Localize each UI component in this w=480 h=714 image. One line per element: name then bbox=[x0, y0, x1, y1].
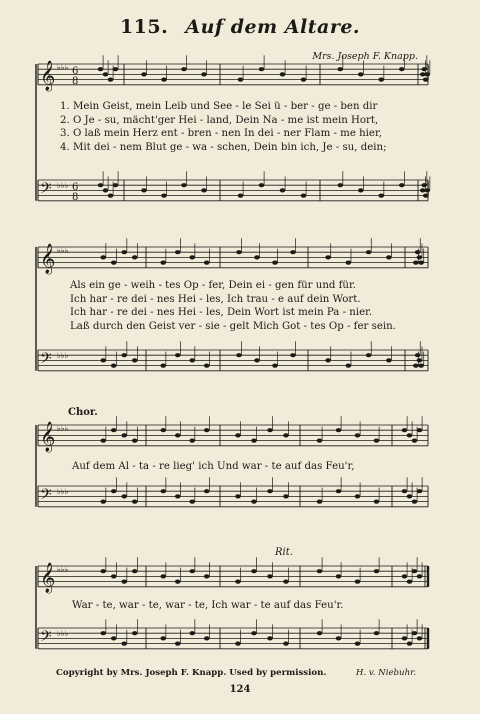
note-head bbox=[141, 188, 147, 192]
note-head bbox=[111, 489, 117, 493]
treble-clef-icon: 𝄞 bbox=[40, 563, 56, 593]
note-head bbox=[100, 255, 106, 259]
note-head bbox=[259, 183, 265, 187]
note-head bbox=[108, 194, 114, 198]
note-head bbox=[204, 364, 210, 368]
note-head bbox=[132, 500, 138, 504]
note-head bbox=[283, 433, 289, 437]
note-head bbox=[407, 433, 413, 437]
note-head bbox=[267, 428, 273, 432]
note-head bbox=[204, 428, 210, 432]
note-head bbox=[272, 261, 278, 265]
note-head bbox=[204, 261, 210, 265]
note-head bbox=[98, 183, 104, 187]
note-head bbox=[407, 642, 413, 646]
note-head bbox=[175, 433, 181, 437]
key-signature-icon: ♭♭♭ bbox=[57, 246, 69, 255]
note-head bbox=[283, 642, 289, 646]
treble-clef-icon: 𝄞 bbox=[40, 61, 56, 91]
note-head bbox=[386, 255, 392, 259]
note-head bbox=[346, 261, 352, 265]
lyric-line: 3. O laß mein Herz ent - bren - nen In dei - ner Flam - me hier, bbox=[60, 128, 382, 139]
note-head bbox=[317, 439, 323, 443]
note-head bbox=[374, 439, 380, 443]
hymn-number: 115. bbox=[119, 16, 169, 38]
note-head bbox=[141, 72, 147, 76]
note-head bbox=[235, 580, 241, 584]
note-head bbox=[161, 194, 167, 198]
note-head bbox=[121, 353, 127, 357]
note-head bbox=[355, 580, 361, 584]
note-head bbox=[267, 574, 273, 578]
note-head bbox=[175, 580, 181, 584]
note-head bbox=[415, 353, 421, 357]
lyric-line: 4. Mit dei - nem Blut ge - wa - schen, Dein bin ich, Je - su, dein; bbox=[60, 141, 387, 153]
note-head bbox=[113, 183, 119, 187]
note-head bbox=[111, 574, 117, 578]
note-head bbox=[421, 67, 427, 71]
lyric-line: 2. O Je - su, mächt'ger Hei - land, Dein Na - me ist mein Hort, bbox=[60, 114, 379, 126]
note-head bbox=[132, 255, 138, 259]
note-head bbox=[283, 580, 289, 584]
note-head bbox=[317, 631, 323, 635]
note-head bbox=[175, 494, 181, 498]
time-signature-bottom: 8 bbox=[72, 76, 79, 87]
bass-clef-icon: 𝄢 bbox=[40, 180, 52, 201]
key-signature-icon: ♭♭♭ bbox=[57, 565, 69, 574]
note-head bbox=[111, 364, 117, 368]
note-head bbox=[413, 261, 419, 265]
note-head bbox=[160, 574, 166, 578]
key-signature-icon: ♭♭♭ bbox=[57, 351, 69, 360]
note-head bbox=[100, 358, 106, 362]
note-head bbox=[251, 631, 257, 635]
note-head bbox=[236, 353, 242, 357]
note-head bbox=[336, 489, 342, 493]
note-head bbox=[358, 188, 364, 192]
note-head bbox=[111, 261, 117, 265]
lyric-line: Ich har - re dei - nes Hei - les, Ich trau - e auf dein Wort. bbox=[70, 293, 361, 305]
note-head bbox=[355, 642, 361, 646]
note-head bbox=[132, 569, 138, 573]
note-head bbox=[325, 255, 331, 259]
note-head bbox=[254, 255, 260, 259]
note-head bbox=[280, 188, 286, 192]
note-head bbox=[402, 636, 408, 640]
note-head bbox=[251, 569, 257, 573]
note-head bbox=[160, 428, 166, 432]
note-head bbox=[175, 642, 181, 646]
note-head bbox=[415, 250, 421, 254]
note-head bbox=[423, 194, 429, 198]
note-head bbox=[238, 78, 244, 82]
note-head bbox=[402, 489, 408, 493]
note-head bbox=[204, 489, 210, 493]
note-head bbox=[175, 250, 181, 254]
note-head bbox=[358, 72, 364, 76]
note-head bbox=[317, 569, 323, 573]
note-head bbox=[235, 642, 241, 646]
bass-clef-icon: 𝄢 bbox=[40, 628, 52, 649]
note-head bbox=[189, 255, 195, 259]
key-signature-icon: ♭♭♭ bbox=[57, 629, 69, 638]
note-head bbox=[235, 433, 241, 437]
note-head bbox=[355, 433, 361, 437]
note-head bbox=[366, 250, 372, 254]
note-head bbox=[201, 188, 207, 192]
note-head bbox=[412, 569, 418, 573]
chorus-lyrics-system-4 bbox=[72, 599, 432, 613]
chorus-label: Chor. bbox=[68, 407, 98, 418]
note-head bbox=[235, 494, 241, 498]
note-head bbox=[417, 255, 423, 259]
treble-clef-icon: 𝄞 bbox=[40, 422, 56, 452]
note-head bbox=[417, 358, 423, 362]
note-head bbox=[420, 72, 426, 76]
note-head bbox=[259, 67, 265, 71]
key-signature-icon: ♭♭♭ bbox=[57, 63, 69, 72]
note-head bbox=[407, 580, 413, 584]
note-head bbox=[337, 183, 343, 187]
note-head bbox=[421, 183, 427, 187]
note-head bbox=[100, 439, 106, 443]
note-head bbox=[283, 494, 289, 498]
note-head bbox=[254, 358, 260, 362]
verse-lyrics-system-1 bbox=[60, 100, 420, 154]
chorus-lyrics-system-3 bbox=[72, 460, 432, 474]
note-head bbox=[386, 358, 392, 362]
note-head bbox=[399, 183, 405, 187]
note-head bbox=[236, 250, 242, 254]
note-head bbox=[272, 364, 278, 368]
note-head bbox=[418, 261, 424, 265]
note-head bbox=[121, 250, 127, 254]
note-head bbox=[423, 78, 429, 82]
note-head bbox=[160, 364, 166, 368]
note-head bbox=[160, 489, 166, 493]
note-head bbox=[317, 500, 323, 504]
note-head bbox=[378, 78, 384, 82]
note-head bbox=[175, 353, 181, 357]
lyric-line: Auf dem Al - ta - re lieg' ich Und war - te auf das Feu'r, bbox=[72, 461, 355, 472]
note-head bbox=[103, 188, 109, 192]
time-signature-bottom: 8 bbox=[72, 192, 79, 203]
note-head bbox=[417, 636, 423, 640]
note-head bbox=[337, 67, 343, 71]
page-number: 124 bbox=[229, 684, 251, 695]
treble-clef-icon: 𝄞 bbox=[40, 244, 56, 274]
note-head bbox=[204, 636, 210, 640]
note-head bbox=[301, 78, 307, 82]
note-head bbox=[366, 353, 372, 357]
note-head bbox=[420, 188, 426, 192]
note-head bbox=[98, 67, 104, 71]
note-head bbox=[374, 569, 380, 573]
note-head bbox=[374, 631, 380, 635]
note-head bbox=[132, 439, 138, 443]
note-head bbox=[417, 489, 423, 493]
note-head bbox=[346, 364, 352, 368]
note-head bbox=[267, 636, 273, 640]
note-head bbox=[189, 358, 195, 362]
note-head bbox=[413, 364, 419, 368]
note-head bbox=[189, 500, 195, 504]
note-head bbox=[108, 78, 114, 82]
note-head bbox=[402, 574, 408, 578]
note-head bbox=[251, 439, 257, 443]
key-signature-icon: ♭♭♭ bbox=[57, 424, 69, 433]
note-head bbox=[103, 72, 109, 76]
note-head bbox=[100, 631, 106, 635]
lyric-line: Laß durch den Geist ver - sie - gelt Mich Got - tes Op - fer sein. bbox=[70, 320, 396, 332]
note-head bbox=[121, 580, 127, 584]
note-head bbox=[201, 72, 207, 76]
note-head bbox=[301, 194, 307, 198]
note-head bbox=[113, 67, 119, 71]
note-head bbox=[325, 358, 331, 362]
key-signature-icon: ♭♭♭ bbox=[57, 487, 69, 496]
hymn-name: Auf dem Altare. bbox=[185, 16, 361, 38]
note-head bbox=[100, 500, 106, 504]
composer-credit: H. v. Niebuhr. bbox=[355, 668, 416, 678]
note-head bbox=[181, 183, 187, 187]
note-head bbox=[412, 631, 418, 635]
note-head bbox=[418, 364, 424, 368]
time-signature-top: 6 bbox=[72, 182, 79, 193]
copyright-notice: Copyright by Mrs. Joseph F. Knapp. Used by permission. bbox=[56, 668, 327, 678]
lyric-line: 1. Mein Geist, mein Leib und See - le Sei ü - ber - ge - ben dir bbox=[60, 101, 378, 112]
bass-clef-icon: 𝄢 bbox=[40, 350, 52, 371]
note-head bbox=[132, 358, 138, 362]
note-head bbox=[132, 631, 138, 635]
ritardando-marking: Rit. bbox=[275, 547, 293, 558]
note-head bbox=[336, 428, 342, 432]
note-head bbox=[251, 500, 257, 504]
note-head bbox=[402, 428, 408, 432]
lyric-line: Als ein ge - weih - tes Op - fer, Dein ei - gen für und für. bbox=[70, 280, 356, 291]
note-head bbox=[412, 500, 418, 504]
note-head bbox=[412, 439, 418, 443]
note-head bbox=[355, 494, 361, 498]
note-head bbox=[121, 642, 127, 646]
note-head bbox=[121, 433, 127, 437]
note-head bbox=[100, 569, 106, 573]
note-head bbox=[378, 194, 384, 198]
time-signature-top: 6 bbox=[72, 66, 79, 77]
key-signature-icon: ♭♭♭ bbox=[57, 181, 69, 190]
note-head bbox=[336, 574, 342, 578]
note-head bbox=[189, 439, 195, 443]
bass-clef-icon: 𝄢 bbox=[40, 486, 52, 507]
note-head bbox=[238, 194, 244, 198]
lyric-line: War - te, war - te, war - te, Ich war - te auf das Feu'r. bbox=[72, 600, 344, 611]
note-head bbox=[417, 428, 423, 432]
note-head bbox=[111, 636, 117, 640]
note-head bbox=[417, 574, 423, 578]
note-head bbox=[267, 489, 273, 493]
note-head bbox=[290, 353, 296, 357]
note-head bbox=[181, 67, 187, 71]
note-head bbox=[290, 250, 296, 254]
lyric-line: Ich har - re dei - nes Hei - les, Dein Wort ist mein Pa - nier. bbox=[70, 307, 373, 318]
note-head bbox=[407, 494, 413, 498]
note-head bbox=[189, 631, 195, 635]
note-head bbox=[189, 569, 195, 573]
note-head bbox=[160, 261, 166, 265]
note-head bbox=[111, 428, 117, 432]
note-head bbox=[374, 500, 380, 504]
note-head bbox=[280, 72, 286, 76]
note-head bbox=[161, 78, 167, 82]
note-head bbox=[121, 494, 127, 498]
note-head bbox=[204, 574, 210, 578]
author-credit: Mrs. Joseph F. Knapp. bbox=[312, 51, 418, 62]
note-head bbox=[160, 636, 166, 640]
note-head bbox=[399, 67, 405, 71]
verse-lyrics-system-2 bbox=[70, 279, 430, 333]
note-head bbox=[336, 636, 342, 640]
